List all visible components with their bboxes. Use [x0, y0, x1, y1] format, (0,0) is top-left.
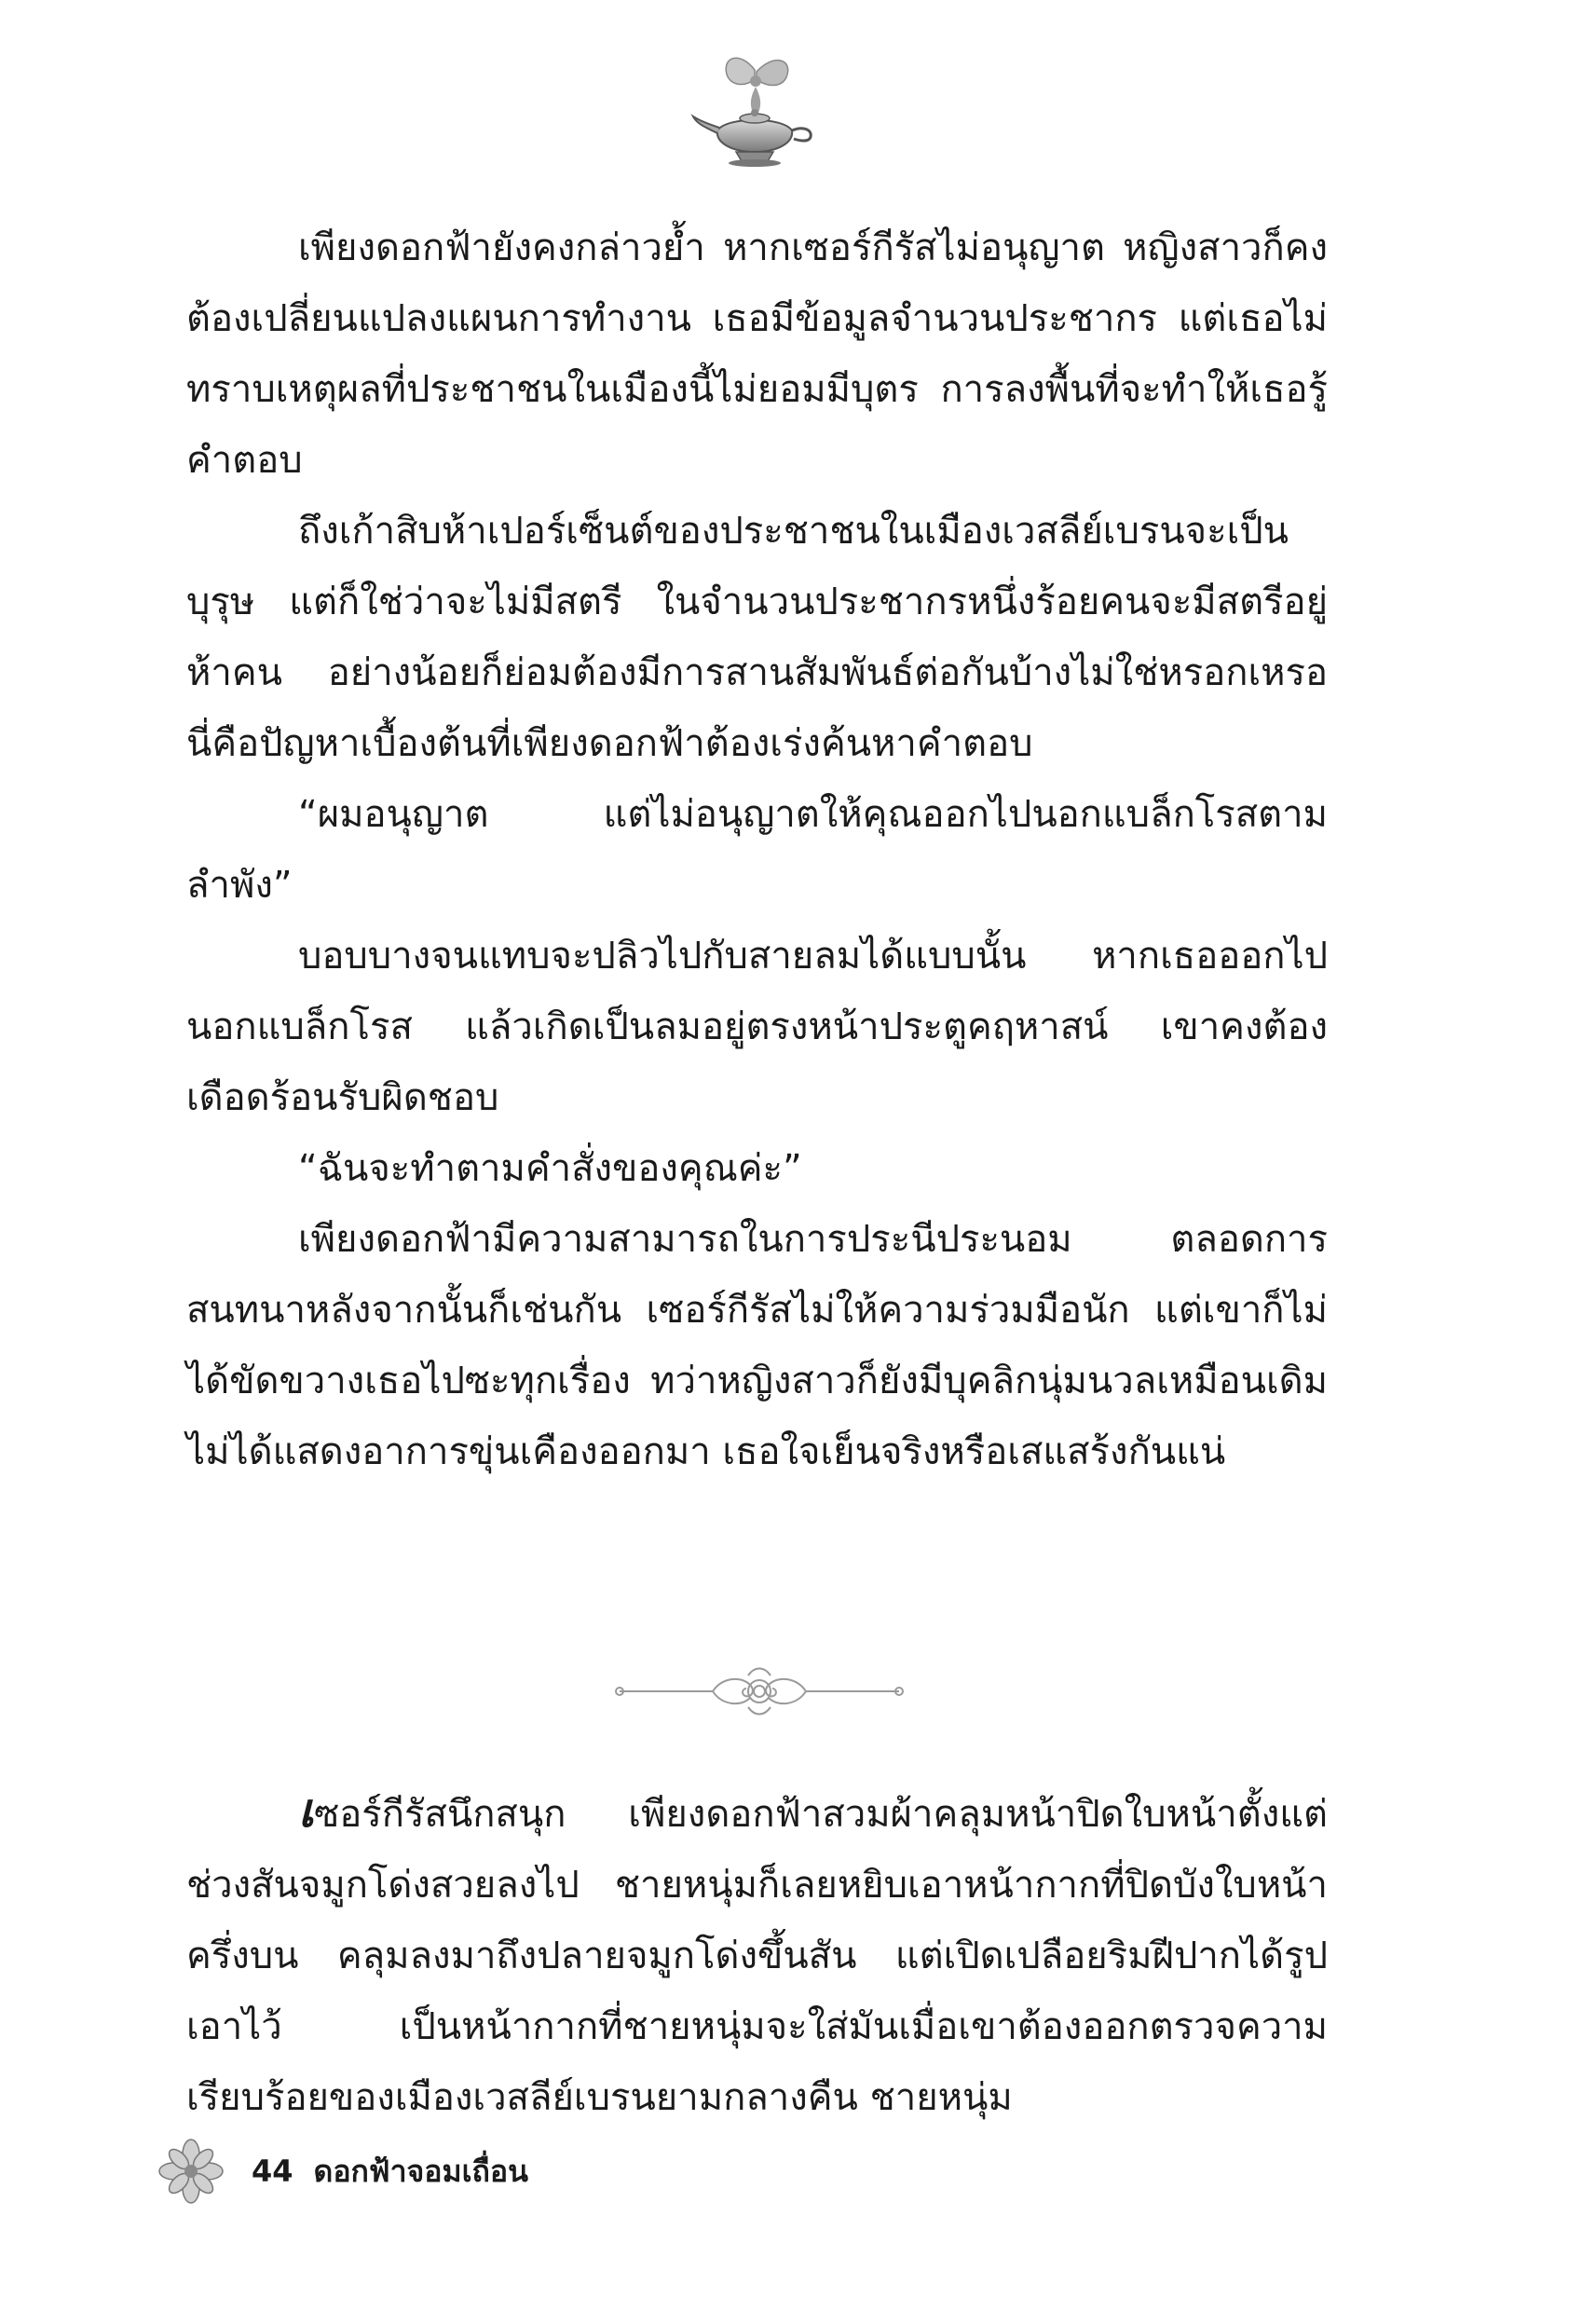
drop-cap: เ	[298, 1783, 315, 1838]
paragraph-3: “ผมอนุญาต แต่ไม่อนุญาตให้คุณออกไปนอกแบล็กโรสตามลำพัง”	[186, 793, 1328, 907]
section-2-text	[186, 1775, 1328, 2133]
paragraph-6: เพียงดอกฟ้ามีความสามารถในการประนีประนอม ตลอดการสนทนาหลังจากนั้นก็เช่นกัน เซอร์กีรัสไม่ให้ความร่วมมือนัก แต่เขาก็ไม่ได้ขัดขวางเธอไปซะทุกเรื่อง ทว่าหญิงสาวก็ยังมีบุคลิกนุ่มนวลเหมือนเดิม ไม่ได้แสดงอาการขุ่นเคืองออกมา เธอใจเย็นจริงหรือเสแสร้งกันแน่	[186, 1218, 1328, 1473]
paragraph-4: บอบบางจนแทบจะปลิวไปกับสายลมได้แบบนั้น หากเธอออกไปนอกแบล็กโรส แล้วเกิดเป็นลมอยู่ตรงหน้าประตูคฤหาสน์ เขาคงต้องเดือดร้อนรับผิดชอบ	[186, 935, 1328, 1119]
paragraph-5: “ฉันจะทำตามคำสั่งของคุณค่ะ”	[298, 1147, 802, 1190]
book-title: ดอกฟ้าจอมเถื่อน	[313, 2153, 528, 2189]
section-2-paragraph	[186, 1775, 1328, 2133]
flower-ornament-icon	[154, 2134, 228, 2208]
page-footer	[154, 2134, 713, 2208]
fairy-lamp-ornament-icon	[689, 51, 820, 172]
scroll-divider-ornament-icon	[610, 1659, 908, 1724]
main-body-text	[186, 212, 1328, 1487]
page-number: 44	[252, 2154, 293, 2189]
paragraph-2: ถึงเก้าสิบห้าเปอร์เซ็นต์ของประชาชนในเมืองเวสลีย์เบรนจะเป็นบุรุษ แต่ก็ใช่ว่าจะไม่มีสตรี ในจำนวนประชากรหนึ่งร้อยคนจะมีสตรีอยู่ห้าคน อย่างน้อยก็ย่อมต้องมีการสานสัมพันธ์ต่อกันบ้างไม่ใช่หรอกเหรอ นี่คือปัญหาเบื้องต้นที่เพียงดอกฟ้าต้องเร่งค้นหาคำตอบ	[186, 510, 1328, 765]
section-2-paragraph-text: ซอร์กีรัสนึกสนุก เพียงดอกฟ้าสวมผ้าคลุมหน้าปิดใบหน้าตั้งแต่ช่วงสันจมูกโด่งสวยลงไป ชายหนุ่มก็เลยหยิบเอาหน้ากากที่ปิดบังใบหน้าครึ่งบน คลุมลงมาถึงปลายจมูกโด่งขึ้นสัน แต่เปิดเปลือยริมฝีปากได้รูปเอาไว้ เป็นหน้ากากที่ชายหนุ่มจะใส่มันเมื่อเขาต้องออกตรวจความเรียบร้อยของเมืองเวสลีย์เบรนยามกลางคืน ชายหนุ่ม	[186, 1793, 1328, 2119]
paragraph-1: เพียงดอกฟ้ายังคงกล่าวย้ำ หากเซอร์กีรัสไม่อนุญาต หญิงสาวก็คงต้องเปลี่ยนแปลงแผนการทำงาน เธอมีข้อมูลจำนวนประชากร แต่เธอไม่ทราบเหตุผลที่ประชาชนในเมืองนี้ไม่ยอมมีบุตร การลงพื้นที่จะทำให้เธอรู้คำตอบ	[186, 226, 1328, 482]
